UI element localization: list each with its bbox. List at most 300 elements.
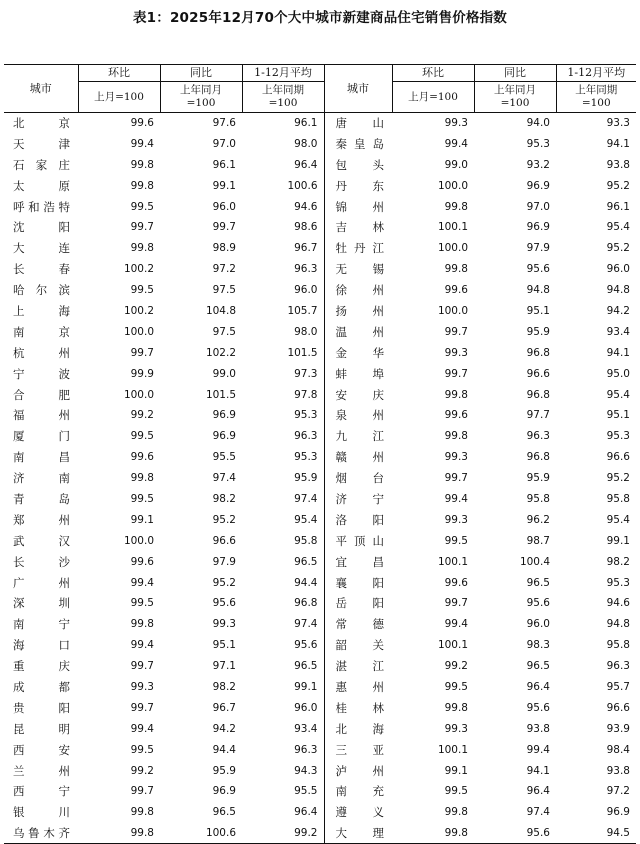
table-body xyxy=(4,113,636,844)
right-avg-cell: 94.1 xyxy=(606,346,630,359)
left-city-cell: 昆明 xyxy=(13,721,70,736)
left-mom-cell: 99.2 xyxy=(130,409,154,422)
right-avg-cell: 98.4 xyxy=(606,743,630,756)
avg-group-header: 1-12月平均 xyxy=(242,65,324,82)
right-yoy-cell: 96.4 xyxy=(526,680,550,693)
left-city-cell: 石家庄 xyxy=(13,157,70,172)
right-city-cell: 北海 xyxy=(324,718,392,739)
left-city-cell: 呼和浩特 xyxy=(13,199,70,214)
right-mom-cell: 99.3 xyxy=(444,346,468,359)
left-mom-cell: 100.0 xyxy=(123,388,154,401)
right-avg-cell: 94.8 xyxy=(606,284,630,297)
left-avg-cell: 99.1 xyxy=(294,680,318,693)
table-row xyxy=(4,238,636,259)
right-avg-cell: 96.6 xyxy=(606,701,630,714)
city-header: 城市 xyxy=(29,81,52,95)
left-yoy-cell: 96.9 xyxy=(212,409,236,422)
left-city-cell: 青岛 xyxy=(13,491,70,506)
right-city-cell: 秦皇岛 xyxy=(324,133,392,154)
right-city-cell: 包头 xyxy=(324,154,392,175)
left-mom-cell: 99.7 xyxy=(130,660,154,673)
right-city-cell: 宜昌 xyxy=(324,551,392,572)
right-avg-cell: 96.6 xyxy=(606,451,630,464)
left-mom-cell: 99.8 xyxy=(130,472,154,485)
right-city-cell: 泉州 xyxy=(324,405,392,426)
left-yoy-cell: 104.8 xyxy=(205,304,236,317)
right-mom-cell: 99.5 xyxy=(444,785,468,798)
right-avg-cell: 95.8 xyxy=(606,492,630,505)
right-mom-cell: 99.3 xyxy=(444,451,468,464)
left-city-cell: 郑州 xyxy=(13,512,70,527)
right-mom-cell: 99.6 xyxy=(444,409,468,422)
table-row xyxy=(4,489,636,510)
left-yoy-cell: 99.1 xyxy=(212,179,236,192)
right-city-cell: 无锡 xyxy=(324,259,392,280)
right-yoy-cell: 96.8 xyxy=(526,346,550,359)
right-yoy-cell: 96.9 xyxy=(526,179,550,192)
left-city-cell: 西宁 xyxy=(13,784,70,799)
right-city-cell: 襄阳 xyxy=(324,572,392,593)
right-yoy-cell: 95.9 xyxy=(526,472,550,485)
right-city-cell: 常德 xyxy=(324,614,392,635)
right-mom-cell: 99.5 xyxy=(444,534,468,547)
table-row xyxy=(4,113,636,134)
avg-group-header: 1-12月平均 xyxy=(556,65,636,82)
left-avg-cell: 95.8 xyxy=(294,534,318,547)
right-avg-cell: 98.2 xyxy=(606,555,630,568)
left-avg-cell: 97.3 xyxy=(294,367,318,380)
left-avg-cell: 96.4 xyxy=(294,806,318,819)
left-city-cell: 南京 xyxy=(13,324,70,339)
right-city-cell: 唐山 xyxy=(324,113,392,134)
table-row xyxy=(4,551,636,572)
left-mom-cell: 99.5 xyxy=(130,430,154,443)
left-avg-cell: 99.2 xyxy=(294,826,318,839)
left-avg-cell: 94.4 xyxy=(294,576,318,589)
right-city-cell: 三亚 xyxy=(324,739,392,760)
left-city-cell: 北京 xyxy=(13,116,70,131)
left-yoy-cell: 97.2 xyxy=(212,263,236,276)
right-mom-cell: 99.8 xyxy=(444,701,468,714)
left-avg-cell: 100.6 xyxy=(287,179,318,192)
right-avg-cell: 94.1 xyxy=(606,137,630,150)
left-avg-cell: 94.6 xyxy=(294,200,318,213)
mom-group-header: 环比 xyxy=(78,65,160,82)
table-row xyxy=(4,656,636,677)
left-yoy-cell: 95.1 xyxy=(212,639,236,652)
right-yoy-cell: 95.9 xyxy=(526,325,550,338)
left-mom-cell: 100.0 xyxy=(123,534,154,547)
right-mom-cell: 99.2 xyxy=(444,660,468,673)
right-city-cell: 大理 xyxy=(324,823,392,844)
left-city-cell: 天津 xyxy=(13,136,70,151)
right-avg-cell: 97.2 xyxy=(606,785,630,798)
right-city-cell: 吉林 xyxy=(324,217,392,238)
right-avg-cell: 94.8 xyxy=(606,618,630,631)
right-city-cell: 湛江 xyxy=(324,656,392,677)
right-avg-cell: 93.8 xyxy=(606,764,630,777)
mom-subheader: 上月=100 xyxy=(392,82,474,113)
right-city-cell: 九江 xyxy=(324,426,392,447)
left-city-cell: 福州 xyxy=(13,408,70,423)
left-mom-cell: 99.7 xyxy=(130,701,154,714)
right-city-cell: 徐州 xyxy=(324,280,392,301)
right-avg-cell: 95.3 xyxy=(606,576,630,589)
yoy-group-header: 同比 xyxy=(160,65,242,82)
right-yoy-cell: 94.1 xyxy=(526,764,550,777)
left-avg-cell: 97.4 xyxy=(294,492,318,505)
left-avg-cell: 95.4 xyxy=(294,513,318,526)
table-header xyxy=(4,65,636,113)
yoy-subheader: 上年同月 =100 xyxy=(474,82,556,113)
left-yoy-cell: 95.2 xyxy=(212,513,236,526)
left-avg-cell: 93.4 xyxy=(294,722,318,735)
right-yoy-cell: 96.4 xyxy=(526,785,550,798)
yoy-group-header: 同比 xyxy=(474,65,556,82)
left-avg-cell: 97.4 xyxy=(294,618,318,631)
right-mom-cell: 99.7 xyxy=(444,597,468,610)
right-yoy-cell: 96.5 xyxy=(526,660,550,673)
table-row xyxy=(4,677,636,698)
left-yoy-cell: 95.6 xyxy=(212,597,236,610)
right-avg-cell: 95.8 xyxy=(606,639,630,652)
right-mom-cell: 99.5 xyxy=(444,680,468,693)
left-yoy-cell: 101.5 xyxy=(205,388,236,401)
left-city-cell: 重庆 xyxy=(13,659,70,674)
left-yoy-cell: 96.9 xyxy=(212,430,236,443)
left-yoy-cell: 96.1 xyxy=(212,158,236,171)
right-avg-cell: 93.3 xyxy=(606,117,630,130)
table-title: 表1：2025年12月70个大中城市新建商品住宅销售价格指数 xyxy=(132,10,508,26)
right-mom-cell: 99.6 xyxy=(444,576,468,589)
right-city-cell: 泸州 xyxy=(324,760,392,781)
left-yoy-cell: 97.6 xyxy=(212,117,236,130)
left-city-cell: 上海 xyxy=(13,303,70,318)
right-mom-cell: 100.0 xyxy=(437,242,468,255)
table-row xyxy=(4,593,636,614)
right-yoy-cell: 96.0 xyxy=(526,618,550,631)
left-mom-cell: 99.6 xyxy=(130,451,154,464)
table-row xyxy=(4,718,636,739)
right-yoy-cell: 95.8 xyxy=(526,492,550,505)
right-yoy-cell: 96.9 xyxy=(526,221,550,234)
right-yoy-cell: 96.8 xyxy=(526,388,550,401)
left-yoy-cell: 99.3 xyxy=(212,618,236,631)
left-mom-cell: 99.5 xyxy=(130,743,154,756)
right-mom-cell: 99.4 xyxy=(444,137,468,150)
left-avg-cell: 98.0 xyxy=(294,137,318,150)
table-row xyxy=(4,154,636,175)
right-yoy-cell: 97.0 xyxy=(526,200,550,213)
right-avg-cell: 95.3 xyxy=(606,430,630,443)
city-header: 城市 xyxy=(324,65,392,113)
right-yoy-cell: 95.6 xyxy=(526,826,550,839)
left-yoy-cell: 96.9 xyxy=(212,785,236,798)
left-city-cell: 杭州 xyxy=(13,345,70,360)
table-row xyxy=(4,614,636,635)
left-avg-cell: 95.3 xyxy=(294,451,318,464)
left-avg-cell: 95.5 xyxy=(294,785,318,798)
left-city-cell: 乌鲁木齐 xyxy=(13,825,70,840)
right-yoy-cell: 95.6 xyxy=(526,701,550,714)
left-yoy-cell: 97.5 xyxy=(212,325,236,338)
left-mom-cell: 99.6 xyxy=(130,555,154,568)
left-avg-cell: 101.5 xyxy=(287,346,318,359)
right-city-cell: 安庆 xyxy=(324,384,392,405)
right-mom-cell: 99.3 xyxy=(444,722,468,735)
right-mom-cell: 99.8 xyxy=(444,200,468,213)
right-city-cell: 锦州 xyxy=(324,196,392,217)
right-city-cell: 济宁 xyxy=(324,489,392,510)
right-avg-cell: 95.2 xyxy=(606,242,630,255)
left-mom-cell: 99.2 xyxy=(130,764,154,777)
table-row xyxy=(4,447,636,468)
table-row xyxy=(4,802,636,823)
right-avg-cell: 94.2 xyxy=(606,304,630,317)
left-city-cell: 兰州 xyxy=(13,763,70,778)
right-yoy-cell: 96.6 xyxy=(526,367,550,380)
right-mom-cell: 100.1 xyxy=(437,221,468,234)
left-avg-cell: 96.7 xyxy=(294,242,318,255)
table-row xyxy=(4,781,636,802)
right-yoy-cell: 94.8 xyxy=(526,284,550,297)
left-mom-cell: 99.1 xyxy=(130,513,154,526)
left-avg-cell: 96.0 xyxy=(294,701,318,714)
left-city-cell: 太原 xyxy=(13,178,70,193)
left-yoy-cell: 98.2 xyxy=(212,680,236,693)
left-yoy-cell: 96.0 xyxy=(212,200,236,213)
right-yoy-cell: 97.7 xyxy=(526,409,550,422)
right-avg-cell: 95.2 xyxy=(606,472,630,485)
right-yoy-cell: 97.4 xyxy=(526,806,550,819)
left-city-cell: 贵阳 xyxy=(13,700,70,715)
table-row xyxy=(4,405,636,426)
right-city-cell: 岳阳 xyxy=(324,593,392,614)
table-row xyxy=(4,301,636,322)
right-mom-cell: 99.7 xyxy=(444,472,468,485)
table-row xyxy=(4,426,636,447)
table-row xyxy=(4,530,636,551)
table-row xyxy=(4,697,636,718)
left-mom-cell: 99.8 xyxy=(130,179,154,192)
table-row xyxy=(4,509,636,530)
right-mom-cell: 99.3 xyxy=(444,513,468,526)
left-avg-cell: 95.6 xyxy=(294,639,318,652)
right-avg-cell: 96.3 xyxy=(606,660,630,673)
right-city-cell: 遵义 xyxy=(324,802,392,823)
left-city-cell: 大连 xyxy=(13,241,70,256)
right-mom-cell: 99.8 xyxy=(444,263,468,276)
left-city-cell: 南昌 xyxy=(13,450,70,465)
right-mom-cell: 99.4 xyxy=(444,618,468,631)
price-index-table xyxy=(4,64,636,844)
left-yoy-cell: 95.9 xyxy=(212,764,236,777)
left-avg-cell: 96.5 xyxy=(294,555,318,568)
left-avg-cell: 96.3 xyxy=(294,743,318,756)
right-city-cell: 韶关 xyxy=(324,635,392,656)
left-avg-cell: 98.6 xyxy=(294,221,318,234)
left-yoy-cell: 99.0 xyxy=(212,367,236,380)
right-yoy-cell: 94.0 xyxy=(526,117,550,130)
left-mom-cell: 99.9 xyxy=(130,367,154,380)
table-row xyxy=(4,259,636,280)
left-mom-cell: 100.2 xyxy=(123,263,154,276)
avg-subheader: 上年同期 =100 xyxy=(242,82,324,113)
right-mom-cell: 99.8 xyxy=(444,826,468,839)
right-city-cell: 南充 xyxy=(324,781,392,802)
left-avg-cell: 96.5 xyxy=(294,660,318,673)
right-avg-cell: 96.1 xyxy=(606,200,630,213)
right-yoy-cell: 97.9 xyxy=(526,242,550,255)
left-avg-cell: 96.0 xyxy=(294,284,318,297)
left-yoy-cell: 95.2 xyxy=(212,576,236,589)
left-yoy-cell: 100.6 xyxy=(205,826,236,839)
left-avg-cell: 95.3 xyxy=(294,409,318,422)
left-mom-cell: 99.6 xyxy=(130,117,154,130)
table-row xyxy=(4,321,636,342)
left-mom-cell: 99.5 xyxy=(130,284,154,297)
right-avg-cell: 95.4 xyxy=(606,388,630,401)
right-city-cell: 惠州 xyxy=(324,677,392,698)
right-yoy-cell: 95.6 xyxy=(526,263,550,276)
right-city-cell: 丹东 xyxy=(324,175,392,196)
right-city-cell: 蚌埠 xyxy=(324,363,392,384)
left-avg-cell: 97.8 xyxy=(294,388,318,401)
right-yoy-cell: 96.3 xyxy=(526,430,550,443)
left-mom-cell: 99.5 xyxy=(130,597,154,610)
left-yoy-cell: 97.9 xyxy=(212,555,236,568)
right-mom-cell: 99.7 xyxy=(444,325,468,338)
right-avg-cell: 94.6 xyxy=(606,597,630,610)
left-yoy-cell: 97.4 xyxy=(212,472,236,485)
left-mom-cell: 99.8 xyxy=(130,618,154,631)
left-mom-cell: 100.2 xyxy=(123,304,154,317)
table-row xyxy=(4,635,636,656)
right-avg-cell: 95.1 xyxy=(606,409,630,422)
right-avg-cell: 95.4 xyxy=(606,513,630,526)
left-avg-cell: 95.9 xyxy=(294,472,318,485)
left-yoy-cell: 97.1 xyxy=(212,660,236,673)
left-yoy-cell: 94.4 xyxy=(212,743,236,756)
right-city-cell: 洛阳 xyxy=(324,509,392,530)
left-city-cell: 沈阳 xyxy=(13,220,70,235)
left-city-cell: 长沙 xyxy=(13,554,70,569)
yoy-subheader: 上年同月 =100 xyxy=(160,82,242,113)
left-yoy-cell: 96.5 xyxy=(212,806,236,819)
left-city-cell: 济南 xyxy=(13,471,70,486)
left-mom-cell: 99.4 xyxy=(130,576,154,589)
right-yoy-cell: 96.5 xyxy=(526,576,550,589)
right-avg-cell: 95.4 xyxy=(606,221,630,234)
right-city-cell: 烟台 xyxy=(324,468,392,489)
left-yoy-cell: 99.7 xyxy=(212,221,236,234)
right-avg-cell: 96.0 xyxy=(606,263,630,276)
right-mom-cell: 100.1 xyxy=(437,743,468,756)
left-mom-cell: 99.8 xyxy=(130,242,154,255)
right-mom-cell: 99.3 xyxy=(444,117,468,130)
right-mom-cell: 99.4 xyxy=(444,492,468,505)
right-mom-cell: 99.8 xyxy=(444,430,468,443)
right-city-cell: 赣州 xyxy=(324,447,392,468)
right-yoy-cell: 99.4 xyxy=(526,743,550,756)
right-avg-cell: 93.4 xyxy=(606,325,630,338)
left-mom-cell: 99.4 xyxy=(130,137,154,150)
right-city-cell: 扬州 xyxy=(324,301,392,322)
right-mom-cell: 100.0 xyxy=(437,179,468,192)
left-mom-cell: 100.0 xyxy=(123,325,154,338)
left-avg-cell: 96.1 xyxy=(294,117,318,130)
right-city-cell: 温州 xyxy=(324,321,392,342)
right-yoy-cell: 93.8 xyxy=(526,722,550,735)
right-yoy-cell: 98.3 xyxy=(526,639,550,652)
left-yoy-cell: 97.5 xyxy=(212,284,236,297)
left-mom-cell: 99.4 xyxy=(130,722,154,735)
left-yoy-cell: 98.9 xyxy=(212,242,236,255)
right-avg-cell: 95.0 xyxy=(606,367,630,380)
table-row xyxy=(4,823,636,844)
table-row xyxy=(4,572,636,593)
left-avg-cell: 96.4 xyxy=(294,158,318,171)
right-yoy-cell: 95.1 xyxy=(526,304,550,317)
left-mom-cell: 99.7 xyxy=(130,346,154,359)
right-avg-cell: 93.9 xyxy=(606,722,630,735)
right-city-cell: 桂林 xyxy=(324,697,392,718)
avg-subheader: 上年同期 =100 xyxy=(556,82,636,113)
right-mom-cell: 100.1 xyxy=(437,555,468,568)
table-row xyxy=(4,133,636,154)
right-avg-cell: 93.8 xyxy=(606,158,630,171)
left-city-cell: 深圳 xyxy=(13,596,70,611)
right-yoy-cell: 96.8 xyxy=(526,451,550,464)
right-mom-cell: 100.1 xyxy=(437,639,468,652)
left-city-cell: 西安 xyxy=(13,742,70,757)
right-avg-cell: 96.9 xyxy=(606,806,630,819)
left-yoy-cell: 97.0 xyxy=(212,137,236,150)
left-city-cell: 宁波 xyxy=(13,366,70,381)
right-mom-cell: 99.8 xyxy=(444,388,468,401)
left-yoy-cell: 102.2 xyxy=(205,346,236,359)
left-city-cell: 哈尔滨 xyxy=(13,283,70,298)
right-avg-cell: 95.2 xyxy=(606,179,630,192)
left-yoy-cell: 95.5 xyxy=(212,451,236,464)
right-yoy-cell: 96.2 xyxy=(526,513,550,526)
left-mom-cell: 99.7 xyxy=(130,221,154,234)
left-city-cell: 银川 xyxy=(13,805,70,820)
right-city-cell: 牡丹江 xyxy=(324,238,392,259)
table-row xyxy=(4,175,636,196)
left-mom-cell: 99.8 xyxy=(130,826,154,839)
table-row xyxy=(4,468,636,489)
left-city-cell: 南宁 xyxy=(13,617,70,632)
left-avg-cell: 98.0 xyxy=(294,325,318,338)
right-yoy-cell: 100.4 xyxy=(519,555,550,568)
right-avg-cell: 95.7 xyxy=(606,680,630,693)
table-row xyxy=(4,739,636,760)
right-avg-cell: 99.1 xyxy=(606,534,630,547)
right-city-cell: 平顶山 xyxy=(324,530,392,551)
right-city-cell: 金华 xyxy=(324,342,392,363)
left-avg-cell: 105.7 xyxy=(287,304,318,317)
right-yoy-cell: 93.2 xyxy=(526,158,550,171)
right-mom-cell: 99.1 xyxy=(444,764,468,777)
left-avg-cell: 96.8 xyxy=(294,597,318,610)
left-yoy-cell: 96.6 xyxy=(212,534,236,547)
left-city-cell: 武汉 xyxy=(13,533,70,548)
left-mom-cell: 99.3 xyxy=(130,680,154,693)
left-mom-cell: 99.8 xyxy=(130,158,154,171)
mom-subheader: 上月=100 xyxy=(78,82,160,113)
right-yoy-cell: 95.6 xyxy=(526,597,550,610)
